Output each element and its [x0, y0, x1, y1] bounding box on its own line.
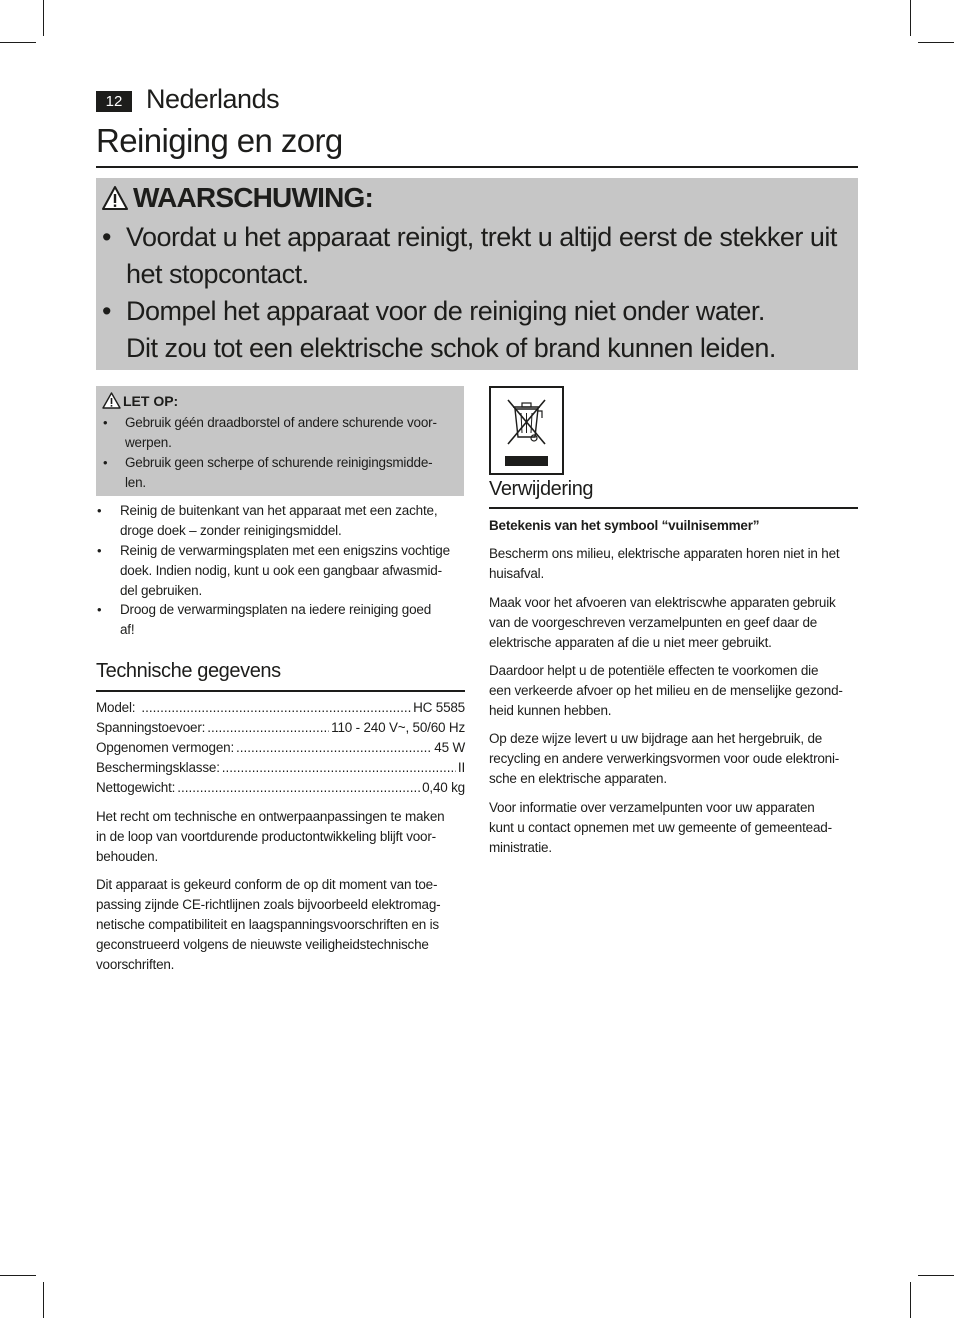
bullet: • [102, 222, 112, 252]
paragraph-line: Op deze wijze levert u uw bijdrage aan het hergebruik, de [489, 731, 823, 746]
cleaning-item-line: droge doek – zonder reinigingsmiddel. [120, 523, 342, 538]
cleaning-item-line: Droog de verwarmingsplaten na iedere reiniging goed [120, 602, 431, 617]
spec-leader [222, 758, 456, 778]
crop-mark [918, 1275, 954, 1276]
warning-item-line: Dit zou tot een elektrische schok of brand kunnen leiden. [126, 333, 776, 363]
disposal-paragraph [489, 593, 836, 653]
crossed-out-wheelie-bin-icon [489, 386, 564, 475]
warning-heading-text: WAARSCHUWING: [133, 182, 374, 213]
warning-heading [101, 182, 373, 218]
tech-paragraph [96, 807, 444, 867]
paragraph-line: Bescherm ons milieu, elektrische apparaten horen niet in het [489, 546, 840, 561]
spec-label: Spanningstoevoer: [96, 720, 206, 735]
paragraph-line: geconstrueerd volgens de nieuwste veiligheidstechnische [96, 937, 429, 952]
spec-label: Beschermingsklasse: [96, 760, 220, 775]
caution-heading-text: LET OP: [123, 393, 179, 409]
caution-heading [102, 392, 178, 412]
disposal-paragraph [489, 544, 839, 584]
spec-label: Opgenomen vermogen: [96, 740, 235, 755]
paragraph-line: huisafval. [489, 566, 545, 581]
spec-row [96, 718, 465, 738]
spec-row [96, 758, 465, 778]
disposal-paragraph [489, 729, 839, 789]
paragraph-line: een verkeerde afvoer op het milieu en de menselijke gezond- [489, 683, 843, 698]
tech-heading: Technische gegevens [96, 660, 281, 682]
cleaning-item-line: Reinig de verwarmingsplaten met een enigszins vochtige [120, 543, 450, 558]
paragraph-line: Maak voor het afvoeren van elektriscwhe apparaten gebruik [489, 595, 836, 610]
crop-mark [910, 0, 911, 36]
paragraph-line: Daardoor helpt u de potentiële effecten te voorkomen die [489, 663, 819, 678]
disposal-subheading: Betekenis van het symbool “vuilnisemmer” [489, 518, 760, 533]
paragraph-line: voorschriften. [96, 957, 175, 972]
caution-item-line: Gebruik geen scherpe of schurende reinigingsmidde- [125, 455, 433, 470]
paragraph-line: elektrische apparaten af die u niet meer gebruikt. [489, 635, 772, 650]
tech-paragraph [96, 875, 440, 975]
spec-leader [177, 778, 420, 798]
paragraph-line: netische compatibiliteit en laagspanningsvoorschriften en is [96, 917, 439, 932]
spec-value: 45 W [434, 740, 465, 755]
bullet: • [97, 503, 102, 518]
paragraph-line: in de loop van voortdurende productontwikkeling blijft voor- [96, 829, 436, 844]
paragraph-line: Dit apparaat is gekeurd conform de op dit moment van toe- [96, 877, 438, 892]
caution-item [125, 453, 432, 493]
language-label: Nederlands [146, 84, 280, 114]
warning-item-line: Voordat u het apparaat reinigt, trekt u altijd eerst de stekker uit [126, 222, 837, 252]
cleaning-item-line: doek. Indien nodig, kunt u ook een gangbaar afwasmid- [120, 563, 442, 578]
crop-mark [918, 42, 954, 43]
spec-leader [207, 718, 329, 738]
spec-row [96, 778, 465, 798]
crop-mark [43, 1282, 44, 1318]
cleaning-item-line: af! [120, 622, 135, 637]
paragraph-line: passing zijnde CE-richtlijnen zoals bijvoorbeeld elektromag- [96, 897, 441, 912]
paragraph-line: behouden. [96, 849, 159, 864]
paragraph-line: kunt u contact opnemen met uw gemeente of gemeentead- [489, 820, 832, 835]
paragraph-line: heid kunnen hebben. [489, 703, 612, 718]
spec-value: 0,40 kg [422, 780, 465, 795]
disposal-divider [489, 507, 858, 509]
spec-label: Model: [96, 700, 136, 715]
page-number: 12 [96, 91, 132, 112]
paragraph-line: Het recht om technische en ontwerpaanpassingen te maken [96, 809, 445, 824]
disposal-paragraph [489, 661, 843, 721]
tech-divider [96, 690, 465, 692]
spec-value: HC 5585 [413, 700, 465, 715]
spec-value: 110 - 240 V~, 50/60 Hz [331, 720, 465, 735]
bullet: • [102, 296, 112, 326]
spec-leader [141, 698, 411, 718]
disposal-heading: Verwijdering [489, 478, 594, 500]
spec-leader [236, 738, 432, 758]
caution-item [125, 413, 437, 453]
spec-row [96, 698, 465, 718]
caution-item-line: werpen. [125, 435, 172, 450]
bullet: • [103, 455, 108, 470]
paragraph-line: recycling en andere verwerkingsvormen voor oude elektroni- [489, 751, 840, 766]
paragraph-line: van de voorgeschreven verzamelpunten en geef daar de [489, 615, 818, 630]
crop-mark [0, 1275, 36, 1276]
cleaning-item-line: Reinig de buitenkant van het apparaat met een zachte, [120, 503, 438, 518]
cleaning-item [120, 501, 437, 541]
crop-mark [43, 0, 44, 36]
crop-mark [910, 1282, 911, 1318]
cleaning-item [120, 541, 450, 601]
crop-mark [0, 42, 36, 43]
caution-triangle-icon [102, 392, 121, 412]
disposal-paragraph [489, 798, 832, 858]
cleaning-item [120, 600, 431, 640]
cleaning-item-line: del gebruiken. [120, 583, 203, 598]
paragraph-line: ministratie. [489, 840, 552, 855]
caution-item-line: len. [125, 475, 146, 490]
bullet: • [97, 543, 102, 558]
spec-value: II [457, 760, 465, 775]
page-title: Reiniging en zorg [96, 122, 343, 159]
warning-item [126, 293, 776, 367]
warning-item [126, 219, 837, 293]
bullet: • [103, 415, 108, 430]
paragraph-line: sche en elektrische apparaten. [489, 771, 667, 786]
bullet: • [97, 602, 102, 617]
warning-triangle-icon [101, 185, 129, 218]
caution-item-line: Gebruik géén draadborstel of andere schurende voor- [125, 415, 437, 430]
paragraph-line: Voor informatie over verzamelpunten voor uw apparaten [489, 800, 815, 815]
title-divider [96, 166, 858, 168]
warning-item-line: het stopcontact. [126, 259, 309, 289]
warning-item-line: Dompel het apparaat voor de reiniging niet onder water. [126, 296, 765, 326]
spec-label: Nettogewicht: [96, 780, 176, 795]
spec-row [96, 738, 465, 758]
